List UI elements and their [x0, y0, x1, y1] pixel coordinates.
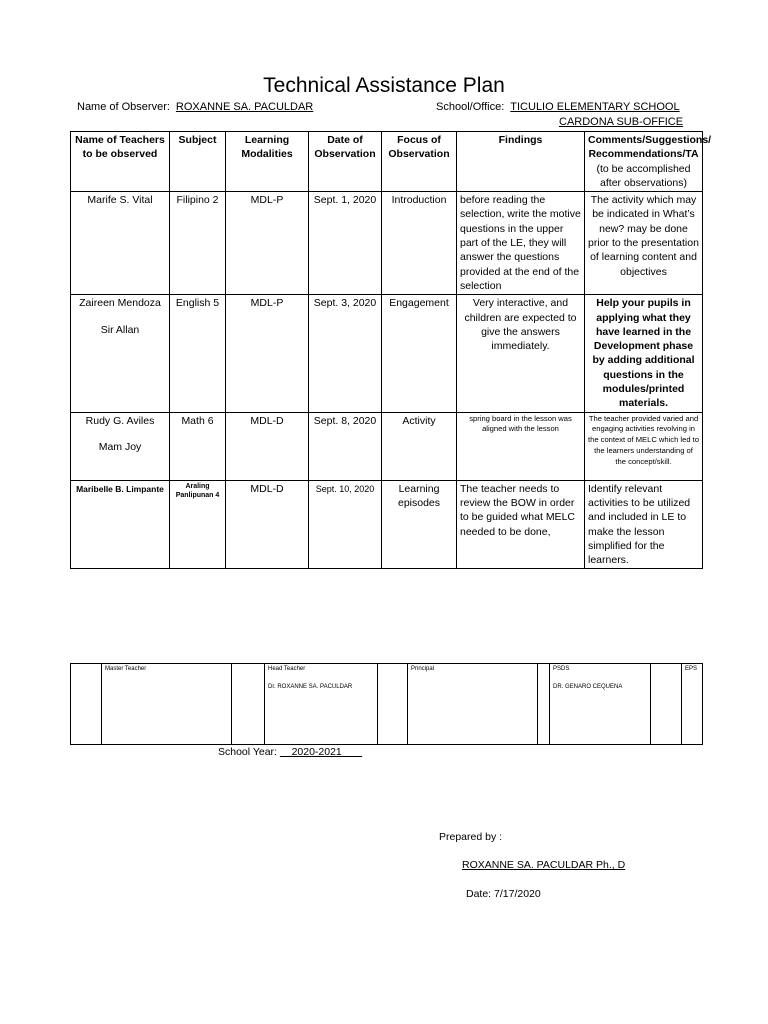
head-teacher-name: Dr. ROXANNE SA. PACULDAR: [268, 684, 353, 690]
teacher-secondary-name: Sir Allan: [100, 323, 140, 336]
subject-cell: English 5: [170, 295, 226, 412]
school-label: School/Office:: [436, 101, 505, 113]
focus-cell: Engagement: [382, 295, 457, 412]
table-row: [71, 412, 703, 480]
observer-line: [77, 101, 319, 113]
teacher-cell: Marife S. Vital: [71, 192, 170, 295]
col-focus: Focus of Observation: [382, 132, 457, 192]
comments-cell: Help your pupils in applying what they have learned in the Development phase by adding additional questions in the modules/printed materials.: [585, 295, 703, 412]
sig-spacer: [538, 664, 550, 745]
document-title: Technical Assistance Plan: [263, 74, 505, 97]
subject-line-1: Araling: [185, 482, 210, 490]
table-header-row: [71, 132, 703, 192]
prepared-by-label: Prepared by :: [439, 831, 503, 843]
col-teachers: Name of Teachers to be observed: [71, 132, 170, 192]
sig-spacer: [651, 664, 682, 745]
focus-cell: Activity: [382, 412, 457, 480]
school-value: TICULIO ELEMENTARY SCHOOL: [510, 101, 680, 113]
school-year-value: 2020-2021: [291, 746, 342, 758]
head-teacher-cell: [265, 664, 378, 745]
teacher-cell: [71, 295, 170, 412]
comments-cell: Identify relevant activities to be utilized and included in LE to make the lesson simplified for the learners.: [585, 480, 703, 569]
modality-cell: MDL-D: [226, 480, 309, 569]
teacher-name: Rudy G. Aviles: [85, 414, 155, 427]
col-date: Date of Observation: [309, 132, 382, 192]
teacher-secondary-name: Mam Joy: [98, 440, 142, 453]
comments-cell: The activity which may be indicated in What’s new? may be done prior to the presentation of learning content and objectives: [585, 192, 703, 295]
focus-cell: Introduction: [382, 192, 457, 295]
table-row: [71, 480, 703, 569]
focus-cell: Learning episodes: [382, 480, 457, 569]
principal-label: Principal: [411, 666, 435, 672]
teacher-name: Zaireen Mendoza: [79, 297, 161, 310]
sig-spacer: [232, 664, 265, 745]
findings-cell: Very interactive, and children are expected to give the answers immediately.: [457, 295, 585, 412]
observer-label: Name of Observer:: [77, 101, 170, 113]
date-cell: Sept. 1, 2020: [309, 192, 382, 295]
principal-cell: [408, 664, 538, 745]
school-value-2: CARDONA SUB-OFFICE: [559, 116, 684, 128]
prepared-by-name: ROXANNE SA. PACULDAR Ph., D: [462, 859, 626, 871]
teacher-cell: [71, 480, 170, 569]
eps-label: EPS: [685, 666, 698, 672]
subject-cell: Filipino 2: [170, 192, 226, 295]
date-cell: Sept. 10, 2020: [309, 480, 382, 569]
signatories-row: [71, 664, 703, 745]
modality-cell: MDL-D: [226, 412, 309, 480]
psds-label: PSDS: [553, 666, 570, 672]
eps-cell: [682, 664, 703, 745]
observer-value: ROXANNE SA. PACULDAR: [175, 101, 314, 113]
findings-cell: before reading the selection, write the motive questions in the upper part of the LE, they will answer the questions provided at the end of the selection: [457, 192, 585, 295]
sig-spacer: [71, 664, 102, 745]
teacher-cell: [71, 412, 170, 480]
head-teacher-label: Head Teacher: [268, 666, 306, 672]
col-comments-note: (to be accomplished after observations): [596, 162, 691, 189]
sig-spacer: [378, 664, 408, 745]
col-findings: Findings: [457, 132, 585, 192]
table-row: [71, 192, 703, 295]
psds-cell: [550, 664, 651, 745]
modality-cell: MDL-P: [226, 192, 309, 295]
school-year-line: [218, 746, 362, 758]
school-line-2: [559, 116, 683, 128]
modality-cell: MDL-P: [226, 295, 309, 412]
school-year-label: School Year:: [218, 746, 277, 758]
observation-table: [70, 131, 712, 569]
findings-cell: spring board in the lesson was aligned with the lesson: [457, 412, 585, 480]
signatories-table: [70, 663, 703, 745]
date-cell: Sept. 8, 2020: [309, 412, 382, 480]
subject-line-2: Panlipunan 4: [175, 491, 220, 499]
col-comments-title: Comments/Suggestions/ Recommendations/TA: [588, 134, 712, 161]
date-line: Date: 7/17/2020: [466, 888, 541, 900]
school-line: [436, 101, 680, 113]
psds-name: DR. GENARO CEQUENA: [553, 684, 623, 690]
subject-cell: Math 6: [170, 412, 226, 480]
col-modalities: Learning Modalities: [226, 132, 309, 192]
findings-cell: The teacher needs to review the BOW in order to be guided what MELC needed to be done,: [457, 480, 585, 569]
comments-cell: The teacher provided varied and engaging activities revolving in the context of MELC which led to the learners understanding of the concept/skill.: [585, 412, 703, 480]
subject-cell: [170, 480, 226, 569]
teacher-name: Maribelle B. Limpante: [76, 483, 164, 494]
master-teacher-label: Master Teacher: [105, 666, 147, 672]
col-comments: [585, 132, 712, 192]
col-subject: Subject: [170, 132, 226, 192]
table-row: [71, 295, 703, 412]
master-teacher-cell: [102, 664, 232, 745]
date-cell: Sept. 3, 2020: [309, 295, 382, 412]
